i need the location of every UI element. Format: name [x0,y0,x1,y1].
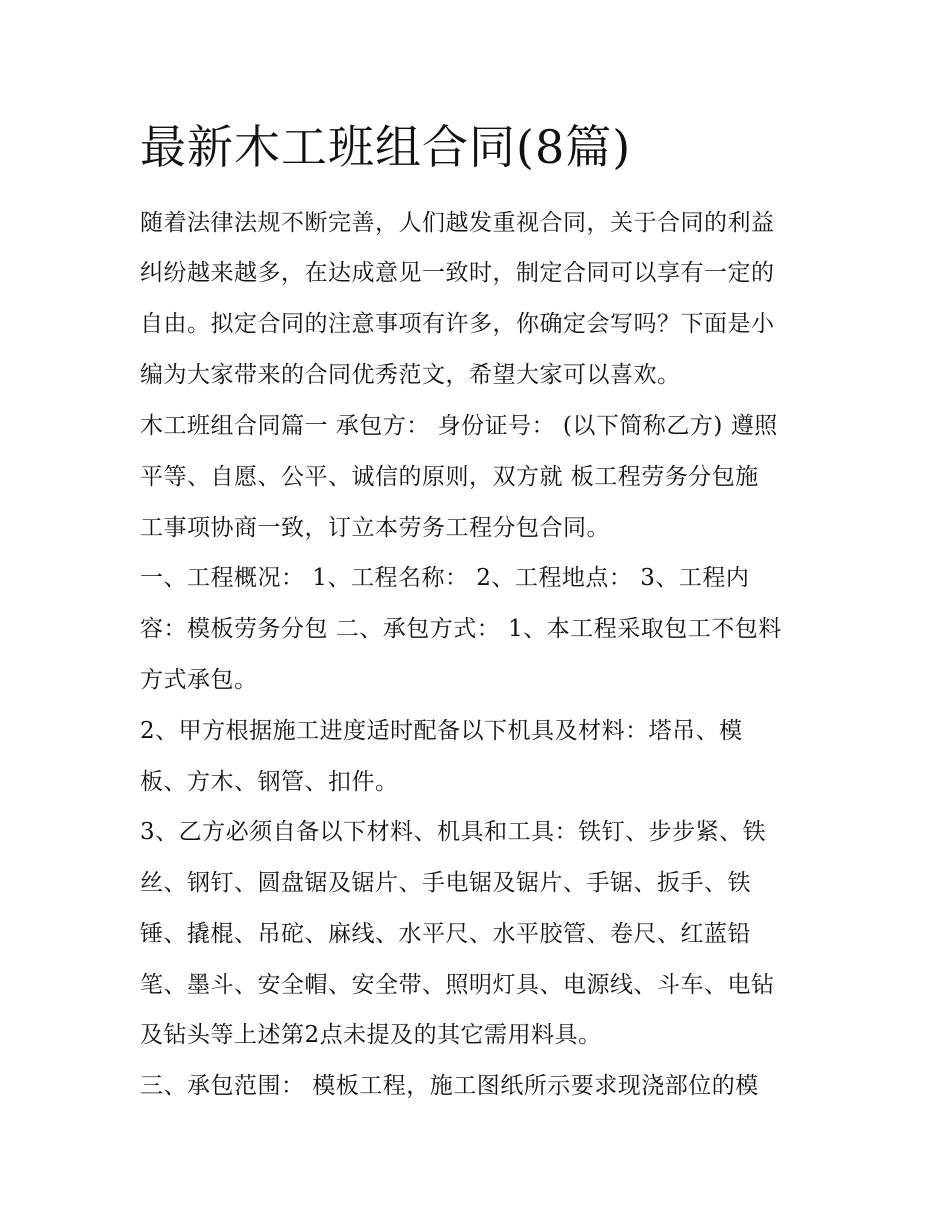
text-line: 2、甲方根据施工进度适时配备以下机具及材料：塔吊、模 [140,718,743,744]
text-line: 随着法律法规不断完善，人们越发重视合同，关于合同的利益 [140,210,775,236]
text-line: 木工班组合同篇一 承包方： 身份证号： (以下简称乙方) 遵照 [140,413,778,439]
document-title: 最新木工班组合同(8篇) [140,120,632,174]
text-line: 自由。拟定合同的注意事项有许多，你确定会写吗？下面是小 [140,311,775,337]
text-line: 编为大家带来的合同优秀范文，希望大家可以喜欢。 [140,362,681,388]
text-line: 方式承包。 [140,667,258,693]
text-line: 一、工程概况： 1、工程名称： 2、工程地点： 3、工程内 [140,565,750,591]
text-line: 及钻头等上述第2点未提及的其它需用料具。 [140,1022,602,1048]
text-line: 锤、撬棍、吊砣、麻线、水平尺、水平胶管、卷尺、红蓝铅 [140,921,751,947]
text-line: 工事项协商一致，订立本劳务工程分包合同。 [140,515,610,541]
text-line: 平等、自愿、公平、诚信的原则，双方就 板工程劳务分包施 [140,464,759,490]
text-line: 纠纷越来越多，在达成意见一致时，制定合同可以享有一定的 [140,260,775,286]
text-line: 笔、墨斗、安全帽、安全带、照明灯具、电源线、斗车、电钻 [140,972,775,998]
text-line: 容：模板劳务分包 二、承包方式： 1、本工程采取包工不包料 [140,616,782,642]
text-line: 丝、钢钉、圆盘锯及锯片、手电锯及锯片、手锯、扳手、铁 [140,870,751,896]
text-line: 板、方木、钢管、扣件。 [140,769,399,795]
text-line: 3、乙方必须自备以下材料、机具和工具：铁钉、步步紧、铁 [140,819,767,845]
text-line: 三、承包范围： 模板工程，施工图纸所示要求现浇部位的模 [140,1073,759,1099]
